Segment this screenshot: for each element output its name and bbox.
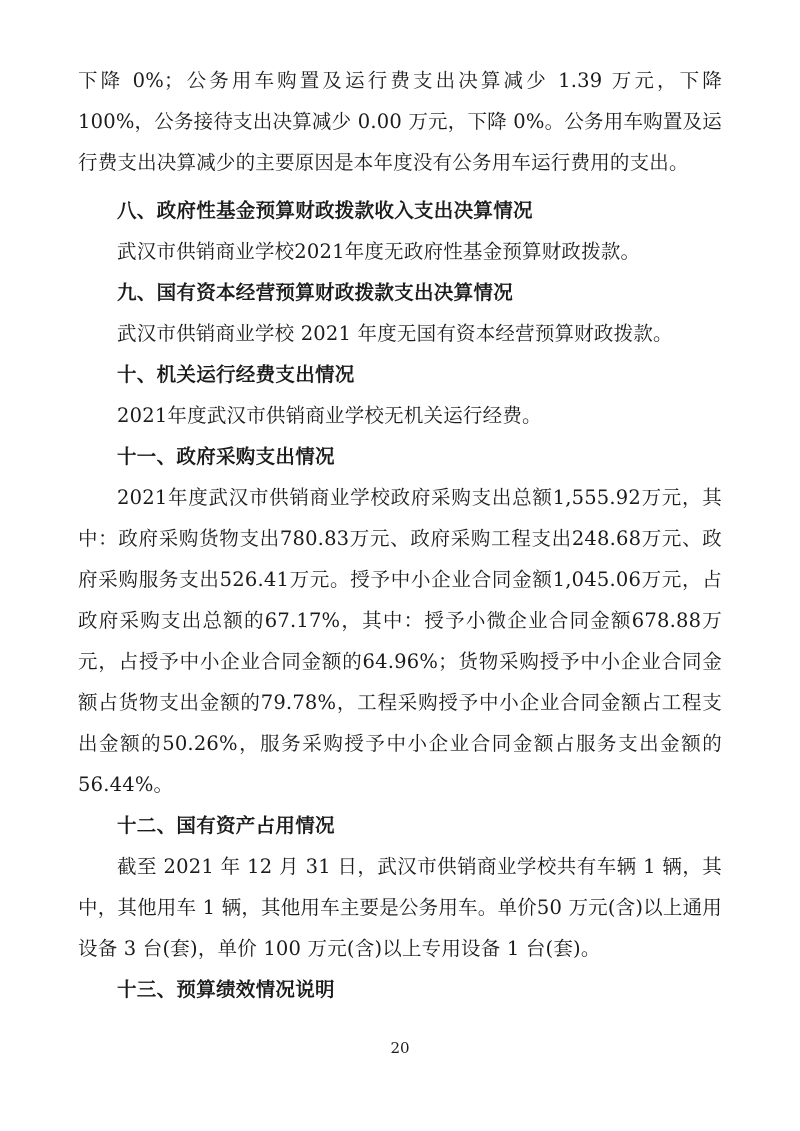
heading-section-ten: 十、机关运行经费支出情况 bbox=[117, 363, 355, 386]
heading-section-twelve: 十二、国有资产占用情况 bbox=[117, 814, 335, 837]
paragraph-section-eight: 武汉市供销商业学校2021年度无政府性基金预算财政拨款。 bbox=[117, 240, 641, 263]
heading-section-thirteen: 十三、预算绩效情况说明 bbox=[117, 978, 335, 1001]
paragraph-section-twelve: 截至 2021 年 12 月 31 日，武汉市供销商业学校共有车辆 1 辆，其中，其他用车 1 辆，其他用车主要是公务用车。单价50 万元(含)以上通用设备 3 台(套)，单价 100 万元(含)以上专用设备 1 台(套)。 bbox=[78, 855, 722, 960]
paragraph-section-nine: 武汉市供销商业学校 2021 年度无国有资本经营预算财政拨款。 bbox=[117, 322, 673, 345]
paragraph-section-ten: 2021年度武汉市供销商业学校无机关运行经费。 bbox=[117, 404, 542, 427]
page-number: 20 bbox=[390, 1039, 410, 1057]
heading-section-eight: 八、政府性基金预算财政拨款收入支出决算情况 bbox=[117, 199, 533, 222]
heading-section-eleven: 十一、政府采购支出情况 bbox=[117, 445, 335, 468]
paragraph-continued-expenditure: 下降 0%；公务用车购置及运行费支出决算减少 1.39 万元，下降 100%，公务接待支出决算减少 0.00 万元，下降 0%。公务用车购置及运行费支出决算减少的主要原因是本年度没有公务用车运行费用的支出。 bbox=[78, 69, 722, 174]
document-body bbox=[78, 60, 722, 1010]
heading-section-nine: 九、国有资本经营预算财政拨款支出决算情况 bbox=[117, 281, 514, 304]
paragraph-section-eleven: 2021年度武汉市供销商业学校政府采购支出总额1,555.92万元，其中：政府采购货物支出780.83万元、政府采购工程支出248.68万元、政府采购服务支出526.41万元。授予中小企业合同金额1,045.06万元，占政府采购支出总额的67.17%，其中：授予小微企业合同金额678.88万元，占授予中小企业合同金额的64.96%；货物采购授予中小企业合同金额占货物支出金额的79.78%，工程采购授予中小企业合同金额占工程支出金额的50.26%，服务采购授予中小企业合同金额占服务支出金额的56.44%。 bbox=[78, 486, 722, 796]
